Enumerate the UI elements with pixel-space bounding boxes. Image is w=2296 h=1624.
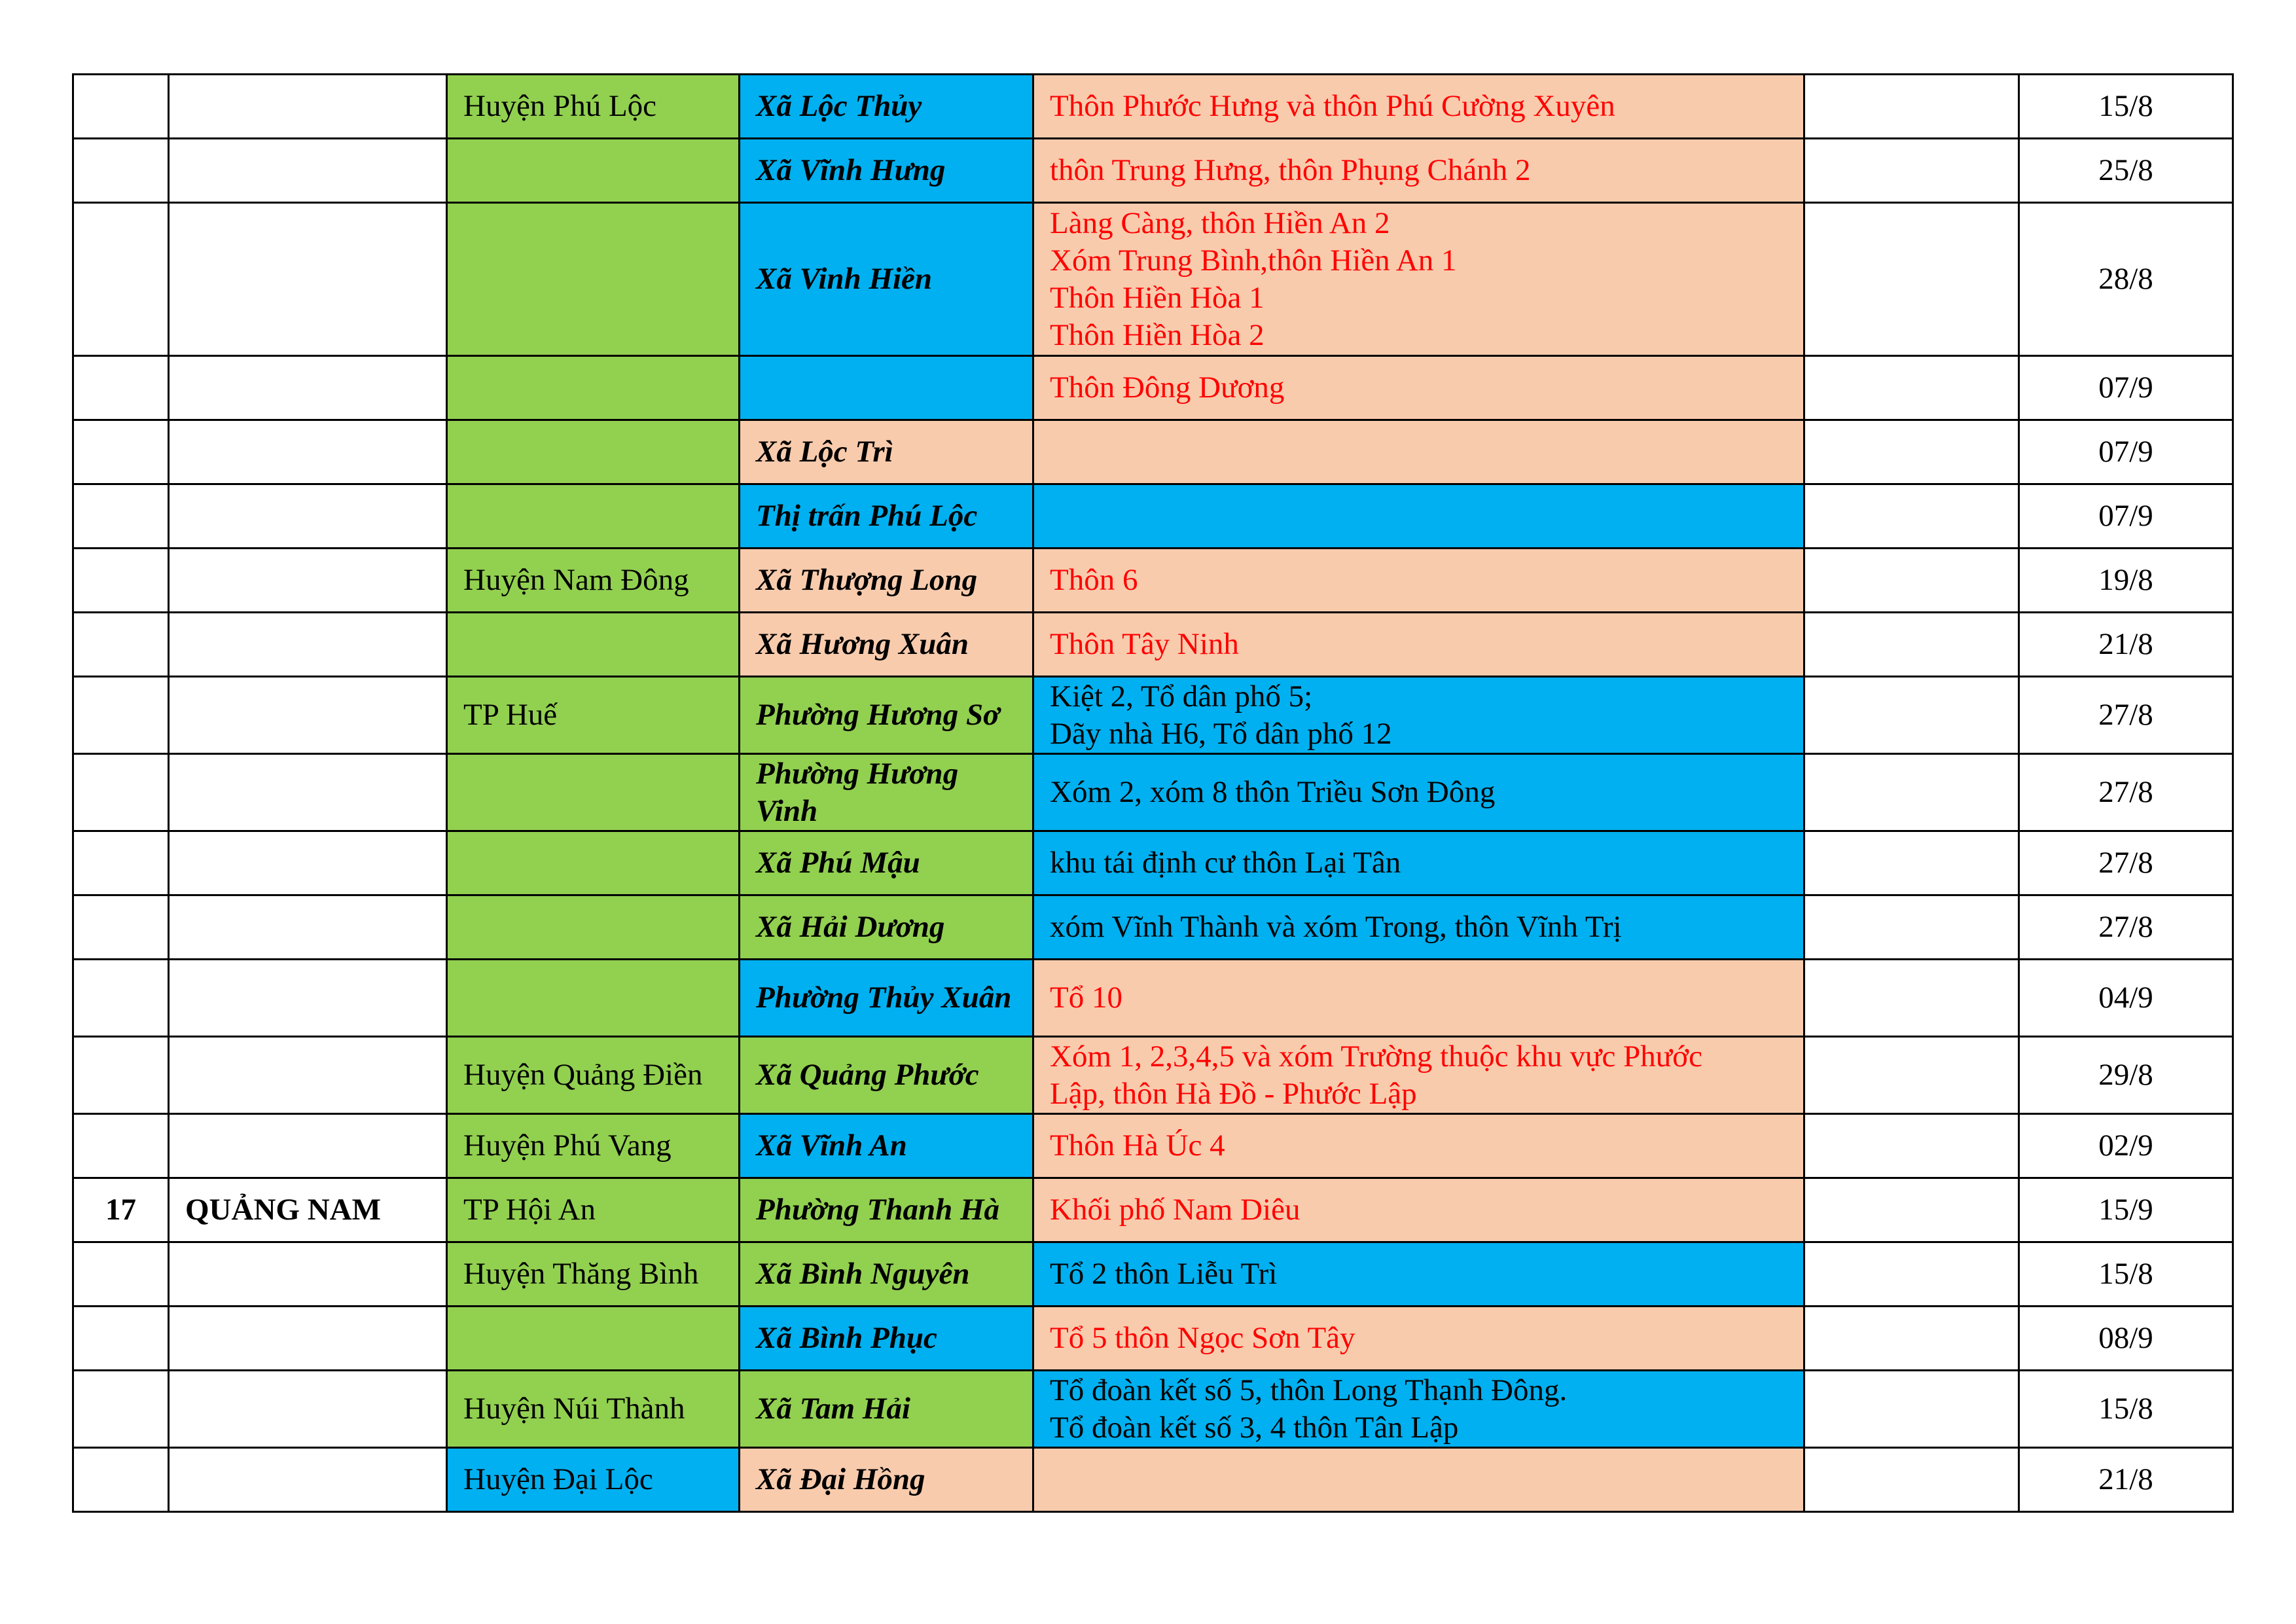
area-cell	[1033, 1242, 1804, 1307]
row-number-cell	[73, 754, 169, 831]
row-number-cell	[73, 831, 169, 895]
area-line: Lập, thôn Hà Đồ - Phước Lập	[1050, 1076, 1417, 1111]
area-cell	[1033, 549, 1804, 613]
note-cell	[1804, 895, 2019, 960]
commune-cell: Xã Lộc Trì	[740, 420, 1033, 484]
district-cell: Huyện Đại Lộc	[447, 1448, 740, 1512]
area-line: Xóm Trung Bình,thôn Hiền An 1	[1050, 243, 1457, 278]
row-number-cell	[73, 1371, 169, 1448]
area-line: Thôn Hiền Hòa 1	[1050, 280, 1265, 315]
note-cell	[1804, 613, 2019, 677]
row-number-cell	[73, 420, 169, 484]
district-cell	[447, 960, 740, 1037]
date-cell: 28/8	[2019, 203, 2233, 356]
row-number-cell	[73, 1037, 169, 1114]
district-cell	[447, 613, 740, 677]
row-number-cell	[73, 677, 169, 754]
commune-cell: Phường Thủy Xuân	[740, 960, 1033, 1037]
note-cell	[1804, 1371, 2019, 1448]
table-row	[73, 139, 2233, 203]
area-cell	[1033, 139, 1804, 203]
date-cell: 29/8	[2019, 1037, 2233, 1114]
note-cell	[1804, 960, 2019, 1037]
date-cell: 15/8	[2019, 1371, 2233, 1448]
row-number-cell	[73, 484, 169, 549]
commune-cell	[740, 356, 1033, 420]
area-cell	[1033, 1371, 1804, 1448]
area-line: Kiệt 2, Tổ dân phố 5;	[1050, 679, 1313, 713]
area-line: khu tái định cư thôn Lại Tân	[1050, 846, 1401, 880]
row-number-cell	[73, 1307, 169, 1371]
note-cell	[1804, 677, 2019, 754]
date-cell: 27/8	[2019, 677, 2233, 754]
area-line: Dãy nhà H6, Tổ dân phố 12	[1050, 716, 1392, 751]
note-cell	[1804, 356, 2019, 420]
note-cell	[1804, 1242, 2019, 1307]
province-cell	[169, 1307, 447, 1371]
date-cell: 27/8	[2019, 831, 2233, 895]
note-cell	[1804, 1307, 2019, 1371]
district-cell	[447, 420, 740, 484]
note-cell	[1804, 203, 2019, 356]
row-number-cell	[73, 139, 169, 203]
area-cell	[1033, 754, 1804, 831]
area-line: Thôn Hà Úc 4	[1050, 1128, 1225, 1163]
area-line: Tổ 2 thôn Liễu Trì	[1050, 1257, 1278, 1291]
area-line: thôn Trung Hưng, thôn Phụng Chánh 2	[1050, 153, 1531, 187]
district-cell	[447, 895, 740, 960]
area-cell	[1033, 75, 1804, 139]
province-cell	[169, 75, 447, 139]
area-cell	[1033, 1178, 1804, 1242]
province-cell	[169, 420, 447, 484]
row-number-cell	[73, 1448, 169, 1512]
area-line: Tổ đoàn kết số 3, 4 thôn Tân Lập	[1050, 1410, 1459, 1445]
commune-cell: Xã Hương Xuân	[740, 613, 1033, 677]
area-cell	[1033, 1114, 1804, 1178]
commune-cell: Xã Bình Phục	[740, 1307, 1033, 1371]
province-cell	[169, 895, 447, 960]
area-line: Tổ 10	[1050, 981, 1122, 1015]
district-cell: Huyện Nam Đông	[447, 549, 740, 613]
date-cell: 19/8	[2019, 549, 2233, 613]
area-cell	[1033, 420, 1804, 484]
province-cell	[169, 1448, 447, 1512]
table-row	[73, 75, 2233, 139]
commune-cell: Xã Quảng Phước	[740, 1037, 1033, 1114]
area-line: Tổ đoàn kết số 5, thôn Long Thạnh Đông.	[1050, 1373, 1568, 1407]
note-cell	[1804, 754, 2019, 831]
district-cell	[447, 831, 740, 895]
area-cell	[1033, 613, 1804, 677]
district-cell	[447, 484, 740, 549]
table-row	[73, 356, 2233, 420]
note-cell	[1804, 549, 2019, 613]
commune-cell: Phường Thanh Hà	[740, 1178, 1033, 1242]
area-line: Làng Càng, thôn Hiền An 2	[1050, 206, 1390, 240]
commune-cell: Xã Phú Mậu	[740, 831, 1033, 895]
area-line: Thôn 6	[1050, 563, 1138, 597]
table-row	[73, 1371, 2233, 1448]
commune-cell: Phường Hương Vinh	[740, 754, 1033, 831]
date-cell: 07/9	[2019, 484, 2233, 549]
province-cell	[169, 831, 447, 895]
row-number-cell	[73, 75, 169, 139]
table-row	[73, 677, 2233, 754]
note-cell	[1804, 831, 2019, 895]
row-number-cell	[73, 1242, 169, 1307]
district-cell	[447, 203, 740, 356]
area-cell	[1033, 356, 1804, 420]
row-number-cell	[73, 203, 169, 356]
commune-cell: Xã Vĩnh An	[740, 1114, 1033, 1178]
province-cell	[169, 356, 447, 420]
row-number-cell	[73, 613, 169, 677]
date-cell: 04/9	[2019, 960, 2233, 1037]
date-cell: 07/9	[2019, 356, 2233, 420]
commune-cell: Xã Đại Hồng	[740, 1448, 1033, 1512]
row-number-cell	[73, 356, 169, 420]
district-cell	[447, 139, 740, 203]
province-cell	[169, 1114, 447, 1178]
table-row	[73, 1178, 2233, 1242]
table-row	[73, 1242, 2233, 1307]
commune-cell: Xã Lộc Thủy	[740, 75, 1033, 139]
area-line: Xóm 2, xóm 8 thôn Triều Sơn Đông	[1050, 775, 1496, 809]
table-row	[73, 831, 2233, 895]
note-cell	[1804, 484, 2019, 549]
province-cell	[169, 1037, 447, 1114]
province-cell	[169, 754, 447, 831]
area-line: Thôn Phước Hưng và thôn Phú Cường Xuyên	[1050, 89, 1615, 123]
commune-cell: Xã Hải Dương	[740, 895, 1033, 960]
row-number-cell	[73, 1114, 169, 1178]
table-body	[73, 75, 2233, 1512]
area-cell	[1033, 1037, 1804, 1114]
area-cell	[1033, 203, 1804, 356]
row-number-cell	[73, 960, 169, 1037]
note-cell	[1804, 75, 2019, 139]
district-cell	[447, 1307, 740, 1371]
note-cell	[1804, 420, 2019, 484]
province-cell	[169, 203, 447, 356]
area-line: Thôn Tây Ninh	[1050, 627, 1239, 661]
district-cell: TP Huế	[447, 677, 740, 754]
date-cell: 25/8	[2019, 139, 2233, 203]
table-row	[73, 960, 2233, 1037]
area-cell	[1033, 484, 1804, 549]
row-number-cell: 17	[73, 1178, 169, 1242]
note-cell	[1804, 1037, 2019, 1114]
province-cell	[169, 1242, 447, 1307]
area-line: Tổ 5 thôn Ngọc Sơn Tây	[1050, 1321, 1355, 1355]
district-cell: Huyện Núi Thành	[447, 1371, 740, 1448]
table-row	[73, 895, 2233, 960]
province-cell	[169, 484, 447, 549]
area-line: Thôn Hiền Hòa 2	[1050, 317, 1265, 352]
province-cell	[169, 677, 447, 754]
date-cell: 27/8	[2019, 895, 2233, 960]
outbreak-area-table	[72, 73, 2234, 1513]
province-cell	[169, 139, 447, 203]
district-cell: Huyện Quảng Điền	[447, 1037, 740, 1114]
province-cell	[169, 613, 447, 677]
table-row	[73, 613, 2233, 677]
district-cell: Huyện Phú Lộc	[447, 75, 740, 139]
commune-cell: Xã Vinh Hiền	[740, 203, 1033, 356]
date-cell: 21/8	[2019, 1448, 2233, 1512]
date-cell: 07/9	[2019, 420, 2233, 484]
row-number-cell	[73, 895, 169, 960]
note-cell	[1804, 1178, 2019, 1242]
table-row	[73, 1307, 2233, 1371]
district-cell: Huyện Thăng Bình	[447, 1242, 740, 1307]
province-cell: QUẢNG NAM	[169, 1178, 447, 1242]
table-row	[73, 1448, 2233, 1512]
table-row	[73, 1037, 2233, 1114]
table-row	[73, 549, 2233, 613]
province-cell	[169, 549, 447, 613]
commune-cell: Phường Hương Sơ	[740, 677, 1033, 754]
table-row	[73, 420, 2233, 484]
date-cell: 15/8	[2019, 1242, 2233, 1307]
date-cell: 21/8	[2019, 613, 2233, 677]
district-cell	[447, 754, 740, 831]
commune-cell: Thị trấn Phú Lộc	[740, 484, 1033, 549]
district-cell: TP Hội An	[447, 1178, 740, 1242]
area-cell	[1033, 831, 1804, 895]
area-cell	[1033, 895, 1804, 960]
commune-cell: Xã Tam Hải	[740, 1371, 1033, 1448]
province-cell	[169, 960, 447, 1037]
date-cell: 15/8	[2019, 75, 2233, 139]
commune-cell: Xã Vĩnh Hưng	[740, 139, 1033, 203]
date-cell: 02/9	[2019, 1114, 2233, 1178]
district-cell: Huyện Phú Vang	[447, 1114, 740, 1178]
date-cell: 15/9	[2019, 1178, 2233, 1242]
table-row	[73, 484, 2233, 549]
area-line: Thôn Đông Dương	[1050, 370, 1285, 405]
date-cell: 27/8	[2019, 754, 2233, 831]
area-cell	[1033, 677, 1804, 754]
note-cell	[1804, 1448, 2019, 1512]
note-cell	[1804, 139, 2019, 203]
commune-cell: Xã Thượng Long	[740, 549, 1033, 613]
area-line: xóm Vĩnh Thành và xóm Trong, thôn Vĩnh Trị	[1050, 910, 1622, 944]
area-line: Khối phố Nam Diêu	[1050, 1193, 1300, 1227]
date-cell: 08/9	[2019, 1307, 2233, 1371]
note-cell	[1804, 1114, 2019, 1178]
area-line: Xóm 1, 2,3,4,5 và xóm Trường thuộc khu vực Phước	[1050, 1039, 1702, 1074]
row-number-cell	[73, 549, 169, 613]
area-cell	[1033, 1307, 1804, 1371]
area-cell	[1033, 960, 1804, 1037]
table-row	[73, 754, 2233, 831]
table-row	[73, 1114, 2233, 1178]
district-cell	[447, 356, 740, 420]
table-row	[73, 203, 2233, 356]
area-cell	[1033, 1448, 1804, 1512]
province-cell	[169, 1371, 447, 1448]
commune-cell: Xã Bình Nguyên	[740, 1242, 1033, 1307]
